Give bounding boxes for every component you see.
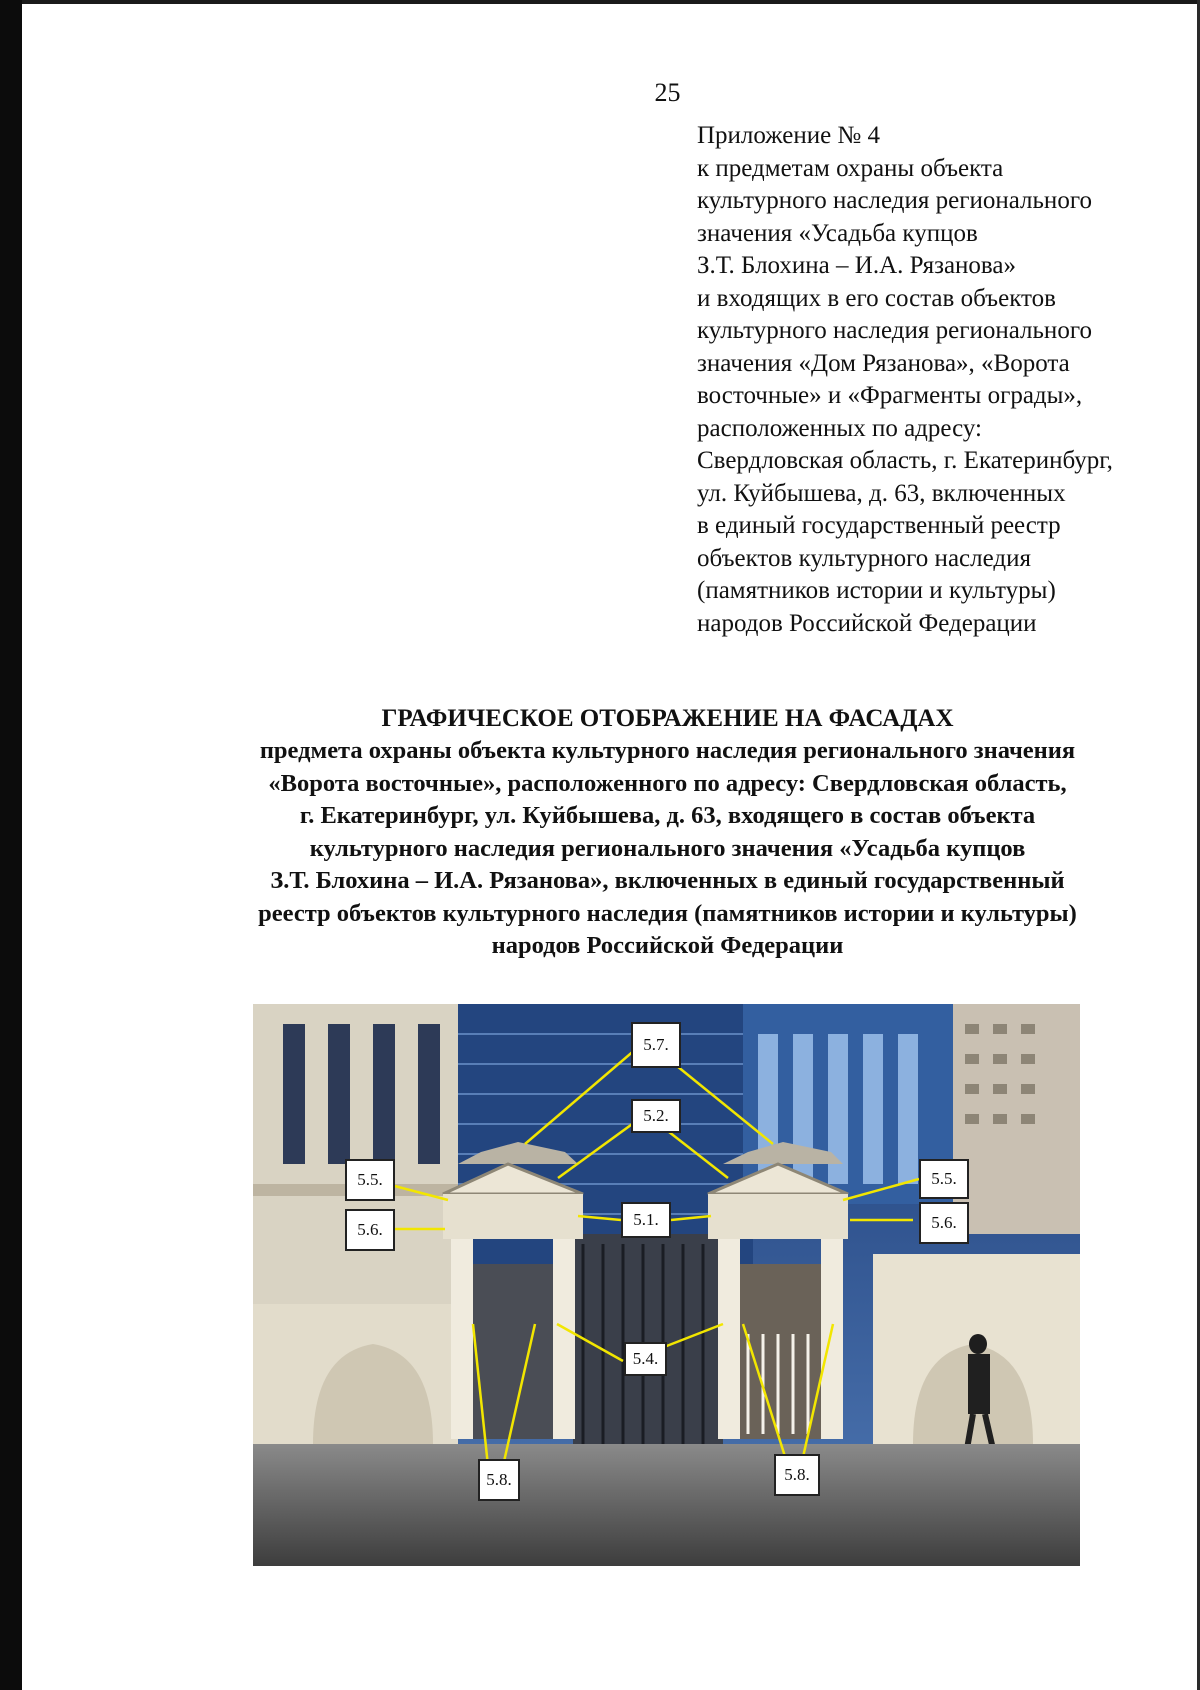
scan-edge-top (0, 0, 1200, 4)
heading-line: реестр объектов культурного наследия (памятников истории и культуры) (258, 899, 1077, 927)
heading-line: культурного наследия регионального значения «Усадьба купцов (309, 834, 1026, 862)
appendix-line: и входящих в его состав объектов (697, 284, 1056, 312)
appendix-line: культурного наследия регионального (697, 187, 1092, 214)
label-5-5-right: 5.5. (919, 1159, 969, 1199)
label-5-8-right: 5.8. (774, 1454, 820, 1496)
gate-illustration (253, 1004, 1080, 1566)
label-5-2: 5.2. (631, 1099, 681, 1133)
appendix-line: (памятников истории и культуры) (697, 577, 1056, 604)
appendix-line: в единый государственный реестр (697, 512, 1061, 539)
heading-title: ГРАФИЧЕСКОЕ ОТОБРАЖЕНИЕ НА ФАСАДАХ (381, 705, 954, 732)
appendix-line: З.Т. Блохина – И.А. Рязанова» (697, 252, 1017, 279)
label-5-1: 5.1. (621, 1202, 671, 1238)
heading-line: З.Т. Блохина – И.А. Рязанова», включенных в единый государственный (270, 867, 1065, 894)
heading-line: «Ворота восточные», расположенного по адресу: Свердловская область, (268, 769, 1067, 797)
appendix-line: значения «Дом Рязанова», «Ворота (697, 349, 1070, 377)
appendix-line: Приложение № 4 (697, 122, 881, 149)
appendix-line: Свердловская область, г. Екатеринбург, (697, 447, 1113, 474)
appendix-line: восточные» и «Фрагменты ограды», (697, 382, 1083, 409)
appendix-line: культурного наследия регионального (697, 317, 1092, 344)
label-5-6-left: 5.6. (345, 1209, 395, 1251)
label-5-5-left: 5.5. (345, 1159, 395, 1201)
heading-line: народов Российской Федерации (491, 932, 844, 959)
appendix-line: значения «Усадьба купцов (697, 219, 978, 247)
appendix-line: ул. Куйбышева, д. 63, включенных (697, 479, 1066, 507)
heading-line: предмета охраны объекта культурного наследия регионального значения (259, 737, 1076, 764)
label-5-6-right: 5.6. (919, 1202, 969, 1244)
appendix-note (697, 120, 1177, 640)
label-5-8-left: 5.8. (478, 1459, 520, 1501)
page-number: 25 (654, 78, 681, 107)
heading-line: г. Екатеринбург, ул. Куйбышева, д. 63, входящего в состав объекта (299, 802, 1036, 829)
appendix-line: объектов культурного наследия (697, 544, 1031, 572)
appendix-line: к предметам охраны объекта (697, 154, 1004, 182)
gate-facade-photo (253, 1004, 1080, 1566)
document-heading (150, 702, 1185, 963)
appendix-line: народов Российской Федерации (697, 609, 1037, 637)
label-5-4: 5.4. (624, 1342, 667, 1376)
scan-edge-left (0, 0, 22, 1690)
appendix-line: расположенных по адресу: (697, 414, 982, 442)
label-5-7: 5.7. (631, 1022, 681, 1068)
